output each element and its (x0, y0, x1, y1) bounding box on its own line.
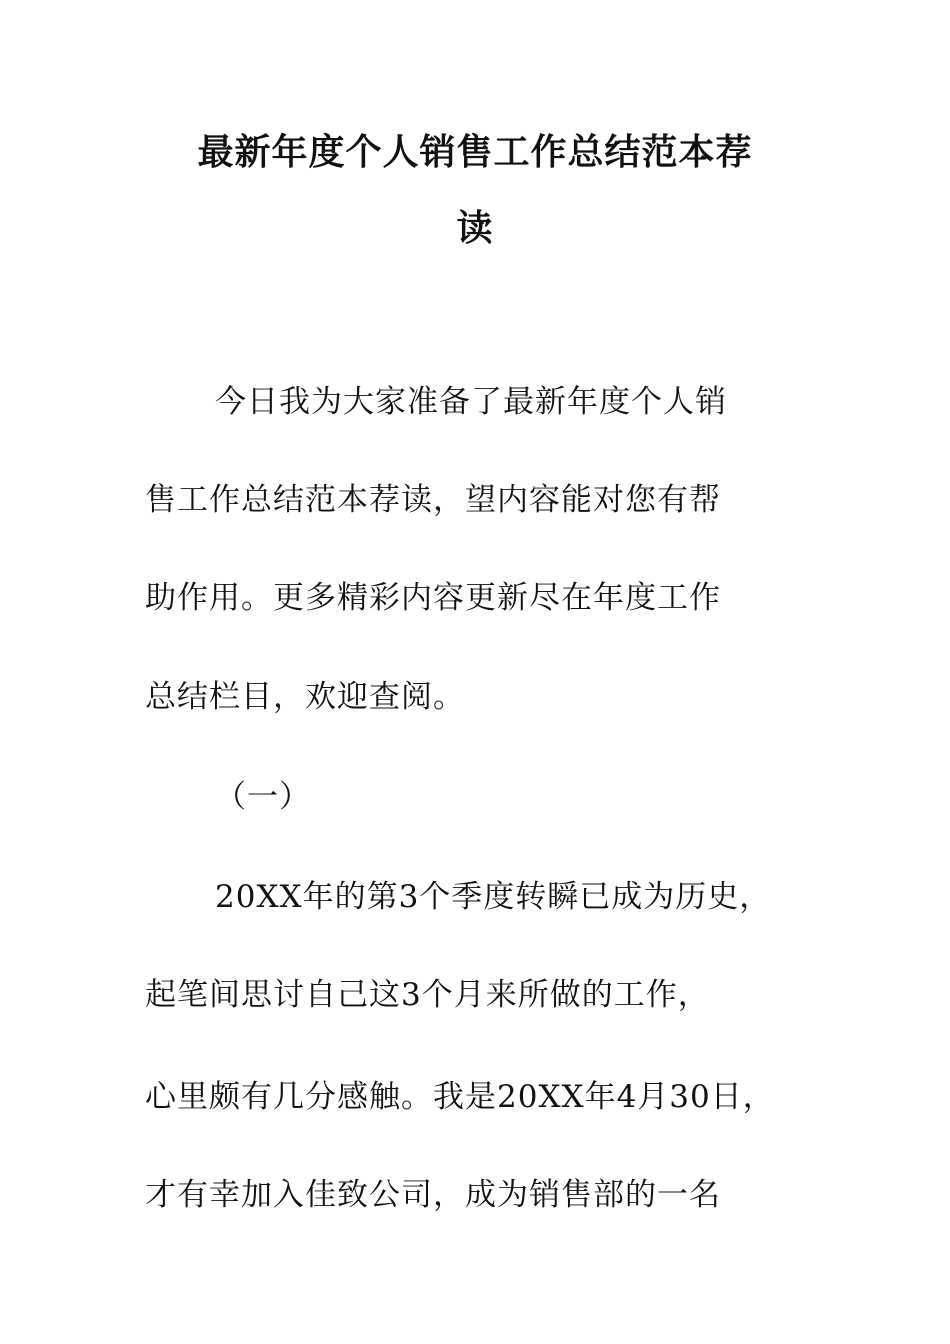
paragraph-line: 20XX年的第3个季度转瞬已成为历史， (215, 879, 772, 915)
paragraph-line: 起笔间思讨自己这3个月来所做的工作， (145, 977, 710, 1013)
document-title-line-1: 最新年度个人销售工作总结范本荐 (197, 132, 753, 173)
paragraph-line: 才有幸加入佳致公司，成为销售部的一名 (145, 1177, 721, 1213)
paragraph-line: 助作用。更多精彩内容更新尽在年度工作 (145, 580, 721, 616)
document-title-line-2: 读 (456, 208, 494, 249)
paragraph-line: 总结栏目，欢迎查阅。 (145, 679, 465, 715)
paragraph-line: 今日我为大家准备了最新年度个人销 (215, 384, 727, 420)
paragraph-line: 心里颇有几分感触。我是20XX年4月30日， (145, 1079, 775, 1115)
paragraph-line: 售工作总结范本荐读，望内容能对您有帮 (145, 482, 721, 518)
section-heading: （一） (215, 779, 311, 815)
